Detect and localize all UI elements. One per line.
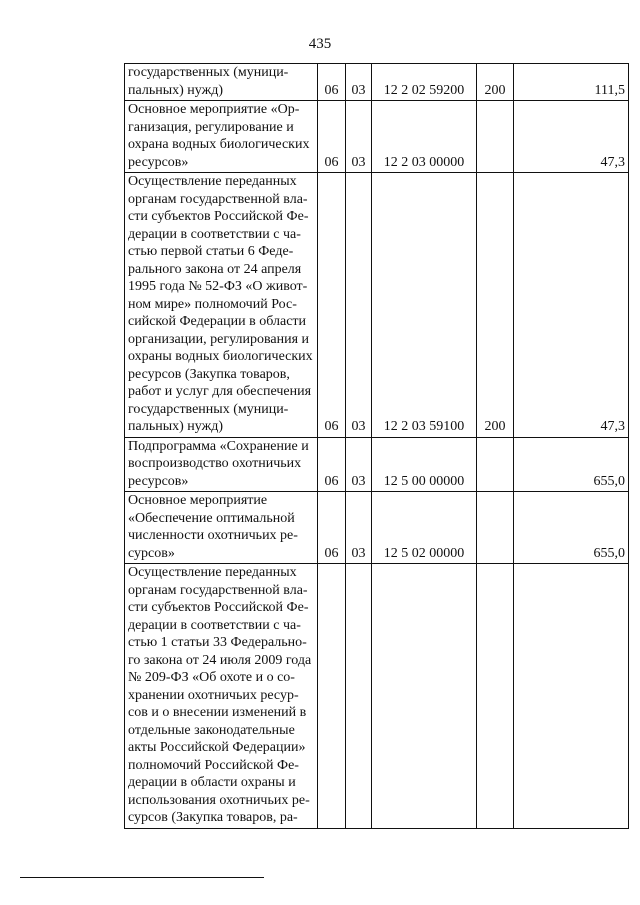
row-description: Основное мероприятие «Ор- ганизация, регулирование и охрана водных биологических ресурсов» — [125, 101, 318, 173]
expense-type-code — [477, 564, 514, 829]
section-code: 06 — [318, 173, 346, 438]
section-code — [318, 564, 346, 829]
subsection-code: 03 — [346, 492, 372, 564]
section-code: 06 — [318, 492, 346, 564]
expense-type-code: 200 — [477, 173, 514, 438]
table-row — [125, 437, 629, 492]
row-description: Осуществление переданных органам государственной вла- сти субъектов Российской Фе- дерации в соответствии с ча- стью 1 статьи 33 Федерально- го закона от 24 июля 2009 года № 209-ФЗ «Об охоте и о со- хранении охотничьих ресур- сов и о внесении изменений в отдельные законодательные акты Российской Федерации» полномочий Российской Фе- дерации в области охраны и использования охотничьих ре- сурсов (Закупка товаров, ра- — [125, 564, 318, 829]
amount: 655,0 — [514, 492, 629, 564]
amount: 655,0 — [514, 437, 629, 492]
table-row — [125, 101, 629, 173]
amount — [514, 564, 629, 829]
expense-type-code — [477, 492, 514, 564]
table-row — [125, 173, 629, 438]
expense-type-code: 200 — [477, 64, 514, 101]
table-row — [125, 564, 629, 829]
section-code: 06 — [318, 64, 346, 101]
subsection-code — [346, 564, 372, 829]
amount: 47,3 — [514, 173, 629, 438]
target-article-code: 12 2 03 00000 — [372, 101, 477, 173]
page-number: 435 — [308, 36, 332, 52]
row-description: Осуществление переданных органам государственной вла- сти субъектов Российской Фе- дерации в соответствии с ча- стью первой статьи 6 Феде- рального закона от 24 апреля 1995 года № 52-ФЗ «О живот- ном мире» полномочий Рос- сийской Федерации в области организации, регулирования и охраны водных биологических ресурсов (Закупка товаров, работ и услуг для обеспечения государственных (муници- пальных) нужд) — [125, 173, 318, 438]
target-article-code — [372, 564, 477, 829]
section-code: 06 — [318, 437, 346, 492]
section-code: 06 — [318, 101, 346, 173]
subsection-code: 03 — [346, 173, 372, 438]
table-row — [125, 64, 629, 101]
expense-type-code — [477, 437, 514, 492]
target-article-code: 12 2 02 59200 — [372, 64, 477, 101]
amount: 111,5 — [514, 64, 629, 101]
subsection-code: 03 — [346, 64, 372, 101]
target-article-code: 12 5 00 00000 — [372, 437, 477, 492]
table-row — [125, 492, 629, 564]
target-article-code: 12 5 02 00000 — [372, 492, 477, 564]
subsection-code: 03 — [346, 437, 372, 492]
row-description: Основное мероприятие «Обеспечение оптимальной численности охотничьих ре- сурсов» — [125, 492, 318, 564]
amount: 47,3 — [514, 101, 629, 173]
target-article-code: 12 2 03 59100 — [372, 173, 477, 438]
budget-table — [124, 63, 629, 829]
expense-type-code — [477, 101, 514, 173]
row-description: Подпрограмма «Сохранение и воспроизводство охотничьих ресурсов» — [125, 437, 318, 492]
subsection-code: 03 — [346, 101, 372, 173]
footnote-divider — [20, 877, 264, 878]
row-description: государственных (муници- пальных) нужд) — [125, 64, 318, 101]
